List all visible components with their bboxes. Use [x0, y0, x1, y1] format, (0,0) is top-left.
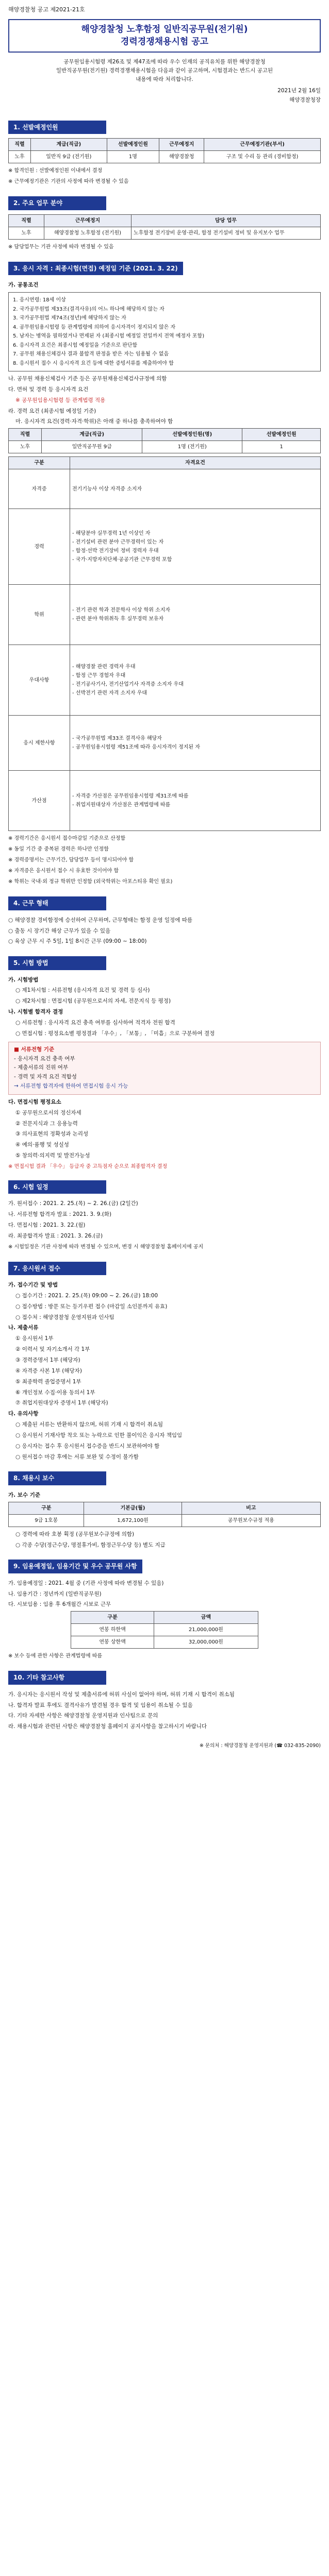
table-cell: 1 — [242, 441, 321, 453]
paragraph: 나. 임용기간 : 정년까지 (일반직공무원) — [8, 1590, 102, 1597]
sub-heading: 다. 면접시험 평정요소 — [8, 1098, 61, 1105]
paragraph: ○ 해양경찰 경비함정에 승선하여 근무하며, 근무형태는 함정 운영 일정에 따름 — [8, 917, 192, 923]
paragraph: 라. 경력 요건 (최종시험 예정일 기준) — [8, 408, 96, 414]
paragraph: ○ 각종 수당(정근수당, 명절휴가비, 함정근무수당 등) 별도 지급 — [15, 1541, 166, 1548]
table-header: 구분 — [71, 1612, 154, 1624]
paragraph: ④ 예의·품행 및 성실성 — [15, 1142, 69, 1148]
table-cell: 응시 제한사항 — [9, 716, 70, 771]
table-row — [9, 151, 321, 163]
paragraph: 나. 서류전형 합격자 발표 : 2021. 3. 9.(화) — [8, 1211, 112, 1218]
table-row — [9, 645, 321, 716]
paragraph: ○ 육상 근무 시 주 5일, 1일 8시간 근무 (09:00 ~ 18:00) — [8, 938, 147, 945]
table-header: 직렬 — [9, 139, 31, 151]
requirement-line: 6. 응시자격 요건은 최종시험 예정일을 기준으로 판단함 — [13, 342, 138, 348]
page-title-line2: 경력경쟁채용시험 공고 — [120, 37, 209, 47]
note: ※ 경력기간은 응시원서 접수마감일 기준으로 산정함 — [8, 836, 126, 842]
paragraph: ○ 응시자는 접수 후 응시원서 접수증을 반드시 보관하여야 함 — [15, 1443, 160, 1449]
table-row — [9, 585, 321, 645]
table-cell: 21,000,000원 — [154, 1624, 258, 1636]
table-header: 근무예정지 — [159, 139, 204, 151]
requirement-line: 8. 응시원서 접수 시 응시자격 요건 등에 대한 증빙서류를 제출하여야 함 — [13, 360, 174, 366]
table-cell: 공무원보수규정 적용 — [182, 1514, 320, 1527]
notice-org: 해양경찰청장 — [289, 97, 321, 104]
salary-table — [8, 1502, 321, 1527]
note: ※ 면접시험 결과 「우수」 등급자 중 고득점자 순으로 최종합격자 결정 — [8, 1163, 168, 1170]
paragraph: 나. 합격자 발표 후에도 결격사유가 발견될 경우 합격 및 임용이 취소될 수 있음 — [8, 1702, 193, 1708]
paragraph: ○ 경력에 따라 호봉 획정 (공무원보수규정에 의함) — [15, 1531, 135, 1537]
note: ※ 합격인원 : 선발예정인원 이내에서 결정 — [8, 168, 103, 174]
table-header: 자격요건 — [70, 457, 321, 469]
paragraph: ○ 면접시험 : 평정요소별 평정결과 「우수」, 「보통」, 「미흡」으로 구분하여 결정 — [15, 1030, 215, 1037]
section-heading: 6. 시험 일정 — [8, 1180, 106, 1194]
paragraph: ⑤ 창의력·의지력 및 발전가능성 — [15, 1153, 90, 1159]
paragraph: ② 전문지식과 그 응용능력 — [15, 1120, 78, 1127]
paragraph: 라. 최종합격자 발표 : 2021. 3. 26.(금) — [8, 1232, 103, 1239]
requirement-line: 4. 공무원임용시험령 등 관계법령에 의하여 응시자격이 정지되지 않은 자 — [13, 324, 176, 330]
table-cell: - 국가공무원법 제33조 결격사유 해당자 - 공무원임용시험령 제51조에 따라 응시자격이 정지된 자 — [70, 716, 321, 771]
note: ※ 담당업무는 기관 사정에 따라 변경될 수 있음 — [8, 244, 114, 250]
requirement-line: 1. 응시연령: 18세 이상 — [13, 297, 66, 303]
qualification-notes — [8, 834, 321, 886]
section-heading: 9. 임용예정일, 임용기간 및 우수 공무원 사항 — [8, 1560, 142, 1573]
requirement-line: 7. 공무원 채용신체검사 결과 불합격 판정을 받은 자는 임용될 수 없음 — [13, 351, 169, 358]
intro-line: 공무원임용시험령 제26조 및 제47조에 따라 우수 인재의 공직유치를 위한 해양경찰청 — [63, 58, 266, 65]
paragraph: ○ 제2차시험 : 면접시험 (공무원으로서의 자세, 전문지식 등 평정) — [15, 998, 171, 1005]
paragraph: ○ 접수처 : 해양경찰청 운영지원과 인사팀 — [15, 1314, 114, 1320]
paragraph: 다. 면접시험 : 2021. 3. 22.(월) — [8, 1222, 86, 1229]
table-cell: 32,000,000원 — [154, 1636, 258, 1649]
table-header: 비고 — [182, 1502, 320, 1514]
table-cell: - 자격증 가산점은 공무원임용시험령 제31조에 따름 - 취업지원대상자 가산점은 관계법령에 따름 — [70, 771, 321, 831]
box-line: ■ 서류전형 기준 — [14, 1046, 55, 1053]
table-row — [9, 1514, 321, 1527]
section-heading: 2. 주요 업무 분야 — [8, 196, 106, 210]
paragraph: ③ 의사표현의 정확성과 논리성 — [15, 1131, 89, 1138]
intro-line: 일반직공무원(전기원) 경력경쟁채용시험을 다음과 같이 공고하며, 시험결과는 반드시 공고된 — [56, 67, 273, 74]
paragraph: ① 응시원서 1부 — [15, 1335, 54, 1342]
recruit-table — [8, 138, 321, 163]
table-cell: 자격증 — [9, 469, 70, 509]
note: ※ 동일 기간 중 중복된 경력은 하나만 인정함 — [8, 846, 109, 853]
paragraph: ③ 경력증명서 1부 (해당자) — [15, 1357, 80, 1363]
paragraph: ○ 제출된 서류는 반환하지 않으며, 허위 기재 시 합격이 취소됨 — [15, 1421, 163, 1428]
sub-heading: 나. 제출서류 — [8, 1325, 39, 1331]
paragraph: 가. 응시자는 응시원서 작성 및 제출서류에 허위 사실이 없어야 하며, 허위 기재 시 합격이 취소됨 — [8, 1691, 235, 1698]
table-cell: 전기기능사 이상 자격증 소지자 — [70, 469, 321, 509]
paragraph: ○ 응시원서 기재사항 착오 또는 누락으로 인한 불이익은 응시자 책임임 — [15, 1432, 183, 1438]
paragraph: ○ 접수기간 : 2021. 2. 25.(목) 09:00 ~ 2. 26.(금) 18:00 — [15, 1292, 158, 1299]
requirement-line: 3. 국가공무원법 제74조(정년)에 해당하지 않는 자 — [13, 315, 126, 321]
paragraph: 다. 기타 자세한 사항은 해양경찰청 운영지원과 인사팀으로 문의 — [8, 1713, 158, 1719]
table-row — [9, 441, 321, 453]
sub-heading: 다. 유의사항 — [8, 1411, 39, 1417]
paragraph: ⑥ 개인정보 수집·이용 동의서 1부 — [15, 1389, 95, 1396]
paragraph: 가. 원서접수 : 2021. 2. 25.(목) ~ 2. 26.(금) (2일간) — [8, 1200, 138, 1207]
screening-box — [8, 1042, 321, 1095]
section-heading: 8. 채용시 보수 — [8, 1471, 106, 1485]
table-row — [71, 1624, 258, 1636]
sub-heading: 가. 공통조건 — [8, 282, 39, 289]
table-header: 구분 — [9, 457, 70, 469]
table-cell: 노후함정 전기장비 운영·관리, 함정 전기설비 정비 및 유지보수 업무 — [131, 227, 321, 239]
notice-number: 해양경찰청 공고 제2021-21호 — [8, 6, 85, 13]
table-cell: 연봉 하한액 — [71, 1624, 154, 1636]
title-box — [8, 19, 321, 53]
paragraph: ② 이력서 및 자기소개서 각 1부 — [15, 1346, 90, 1353]
table-cell: - 해양경찰 관련 경력자 우대 - 함정 근무 경험자 우대 - 전기공사기사, 전기산업기사 자격증 소지자 우대 - 선박전기 관련 자격 소지자 우대 — [70, 645, 321, 716]
paragraph: ○ 원서접수 마감 후에는 서류 보완 및 수정이 불가함 — [15, 1453, 139, 1460]
table-cell: 경력 — [9, 509, 70, 585]
table-cell: 가산점 — [9, 771, 70, 831]
note: ※ 보수 등에 관한 사항은 관계법령에 따름 — [8, 1653, 103, 1659]
table-cell: 학위 — [9, 585, 70, 645]
table-header: 선발예정인원(명) — [142, 429, 242, 441]
box-line: - 제출서류의 진위 여부 — [14, 1064, 69, 1071]
table-cell: 9급 1호봉 — [9, 1514, 84, 1527]
table-header: 계급(직급) — [31, 139, 107, 151]
annual-salary-table — [71, 1611, 258, 1649]
table-cell: 일반직공무원 9급 — [42, 441, 142, 453]
paragraph: ○ 제1차시험 : 서류전형 (응시자격 요건 및 경력 등 심사) — [15, 987, 150, 994]
intro-text — [8, 58, 321, 83]
table-cell: 우대사항 — [9, 645, 70, 716]
table-cell: 1,672,100원 — [84, 1514, 182, 1527]
box-line: - 응시자격 요건 충족 여부 — [14, 1055, 75, 1062]
section-heading: 7. 응시원서 접수 — [8, 1262, 106, 1275]
paragraph: ※ 공무원임용시험령 등 관계법령 적용 — [15, 397, 106, 403]
table-row — [71, 1636, 258, 1649]
paragraph: ○ 출동 시 장기간 해상 근무가 있을 수 있음 — [8, 927, 111, 934]
table-header: 기본급(월) — [84, 1502, 182, 1514]
intro-line: 내용에 따라 처리합니다. — [136, 76, 193, 82]
paragraph: 가. 임용예정일 : 2021. 4월 중 (기관 사정에 따라 변경될 수 있음) — [8, 1580, 164, 1586]
page-title-line1: 해양경찰청 노후함정 일반직공무원(전기원) — [81, 24, 248, 35]
paragraph: 다. 면허 및 경력 등 응시자격 요건 — [8, 386, 89, 393]
paragraph: 다. 시보임용 : 임용 후 6개월간 시보로 근무 — [8, 1601, 111, 1608]
table-cell: 해양경찰청 노후함정 (전기원) — [44, 227, 131, 239]
paragraph: ○ 서류전형 : 응시자격 요건 충족 여부를 심사하여 적격자 전원 합격 — [15, 1019, 175, 1026]
contact-info: ※ 문의처 : 해양경찰청 운영지원과 (☎ 032-835-2090) — [199, 1743, 321, 1749]
note: ※ 경력증명서는 근무기간, 담당업무 등이 명시되어야 함 — [8, 857, 134, 863]
table-row — [9, 509, 321, 585]
table-header: 선발예정인원 — [242, 429, 321, 441]
paragraph: ④ 자격증 사본 1부 (해당자) — [15, 1367, 82, 1374]
table-header: 직렬 — [9, 214, 44, 227]
note: ※ 근무예정기관은 기관의 사정에 따라 변경될 수 있음 — [8, 179, 129, 185]
table-cell: 일반직 9급 (전기원) — [31, 151, 107, 163]
table-header: 직렬 — [9, 429, 42, 441]
sub-heading: 가. 접수기간 및 방법 — [8, 1282, 58, 1289]
paragraph: 나. 공무원 채용신체검사 기준 등은 공무원채용신체검사규정에 의함 — [8, 376, 167, 382]
section-heading: 3. 응시 자격 : 최종시험(면접) 예정일 기준 (2021. 3. 22) — [8, 262, 183, 275]
paragraph: ○ 접수방법 : 방문 또는 등기우편 접수 (마감일 소인분까지 유효) — [15, 1303, 168, 1310]
table-row — [9, 716, 321, 771]
section-heading: 1. 선발예정인원 — [8, 121, 106, 134]
table-cell: 연봉 상한액 — [71, 1636, 154, 1649]
table-header: 담당 업무 — [131, 214, 321, 227]
paragraph: ① 공무원으로서의 정신자세 — [15, 1109, 81, 1116]
duty-table — [8, 214, 321, 240]
table-row — [9, 227, 321, 239]
section-heading: 5. 시험 방법 — [8, 956, 106, 970]
section-heading: 4. 근무 형태 — [8, 896, 106, 910]
table-header: 구분 — [9, 1502, 84, 1514]
table-header: 선발예정인원 — [107, 139, 159, 151]
notice-date: 2021년 2월 16일 — [277, 88, 321, 94]
note: ※ 자격증은 응시원서 접수 시 유효한 것이어야 함 — [8, 868, 119, 874]
box-line: - 경력 및 자격 요건 적합성 — [14, 1074, 77, 1080]
sub-heading: 가. 보수 기준 — [8, 1492, 41, 1498]
table-cell: 1명 (전기원) — [142, 441, 242, 453]
paragraph: 라. 채용시험과 관련된 사항은 해양경찰청 홈페이지 공지사항을 참고하시기 바랍니다 — [8, 1723, 207, 1730]
table-header: 계급(직급) — [42, 429, 142, 441]
notice-page — [8, 0, 321, 1750]
paragraph: 마. 응시자격 요건(경력·자격·학위)은 아래 중 하나를 충족하여야 함 — [15, 418, 173, 425]
table-cell: 구조 및 수리 등 관리 (경비함정) — [204, 151, 321, 163]
table-cell: - 전기 관련 학과 전문학사 이상 학위 소지자 - 관련 분야 학위취득 후 실무경력 보유자 — [70, 585, 321, 645]
requirement-line: 2. 국가공무원법 제33조(결격사유)의 어느 하나에 해당하지 않는 자 — [13, 306, 164, 312]
table-header: 근무예정기관(부서) — [204, 139, 321, 151]
table-header: 금액 — [154, 1612, 258, 1624]
note: ※ 시험일정은 기관 사정에 따라 변경될 수 있으며, 변경 시 해양경찰청 홈페이지에 공지 — [8, 1244, 204, 1250]
qualification-table — [8, 456, 321, 831]
sub-heading: 가. 시험방법 — [8, 976, 39, 983]
sub-heading: 나. 시험별 합격자 결정 — [8, 1009, 63, 1015]
table-cell: - 해당분야 실무경력 1년 이상인 자 - 전기설비 관련 분야 근무경력이 있는 자 - 함정·선박 전기장비 정비 경력자 우대 - 국가·지방자치단체·공공기관 근무경력 포함 — [70, 509, 321, 585]
requirement-box — [8, 292, 321, 371]
table-cell: 1명 — [107, 151, 159, 163]
requirement-line: 5. 남자는 병역을 필하였거나 면제된 자 (최종시험 예정일 전일까지 전역 예정자 포함) — [13, 333, 205, 340]
table-row — [9, 469, 321, 509]
section-heading: 10. 기타 참고사항 — [8, 1671, 106, 1684]
table-cell: 노후 — [9, 227, 44, 239]
table-row — [9, 771, 321, 831]
paragraph: ⑦ 취업지원대상자 증명서 1부 (해당자) — [15, 1400, 108, 1406]
position-table — [8, 428, 321, 453]
paragraph: ⑤ 최종학력 졸업증명서 1부 — [15, 1378, 81, 1385]
note: ※ 학위는 국내·외 정규 학위만 인정함 (외국학위는 아포스티유 확인 필요) — [8, 879, 173, 885]
box-line: → 서류전형 합격자에 한하여 면접시험 응시 가능 — [14, 1083, 128, 1090]
table-cell: 노후 — [9, 151, 31, 163]
table-cell: 노후 — [9, 441, 42, 453]
table-cell: 해양경찰청 — [159, 151, 204, 163]
table-header: 근무예정지 — [44, 214, 131, 227]
